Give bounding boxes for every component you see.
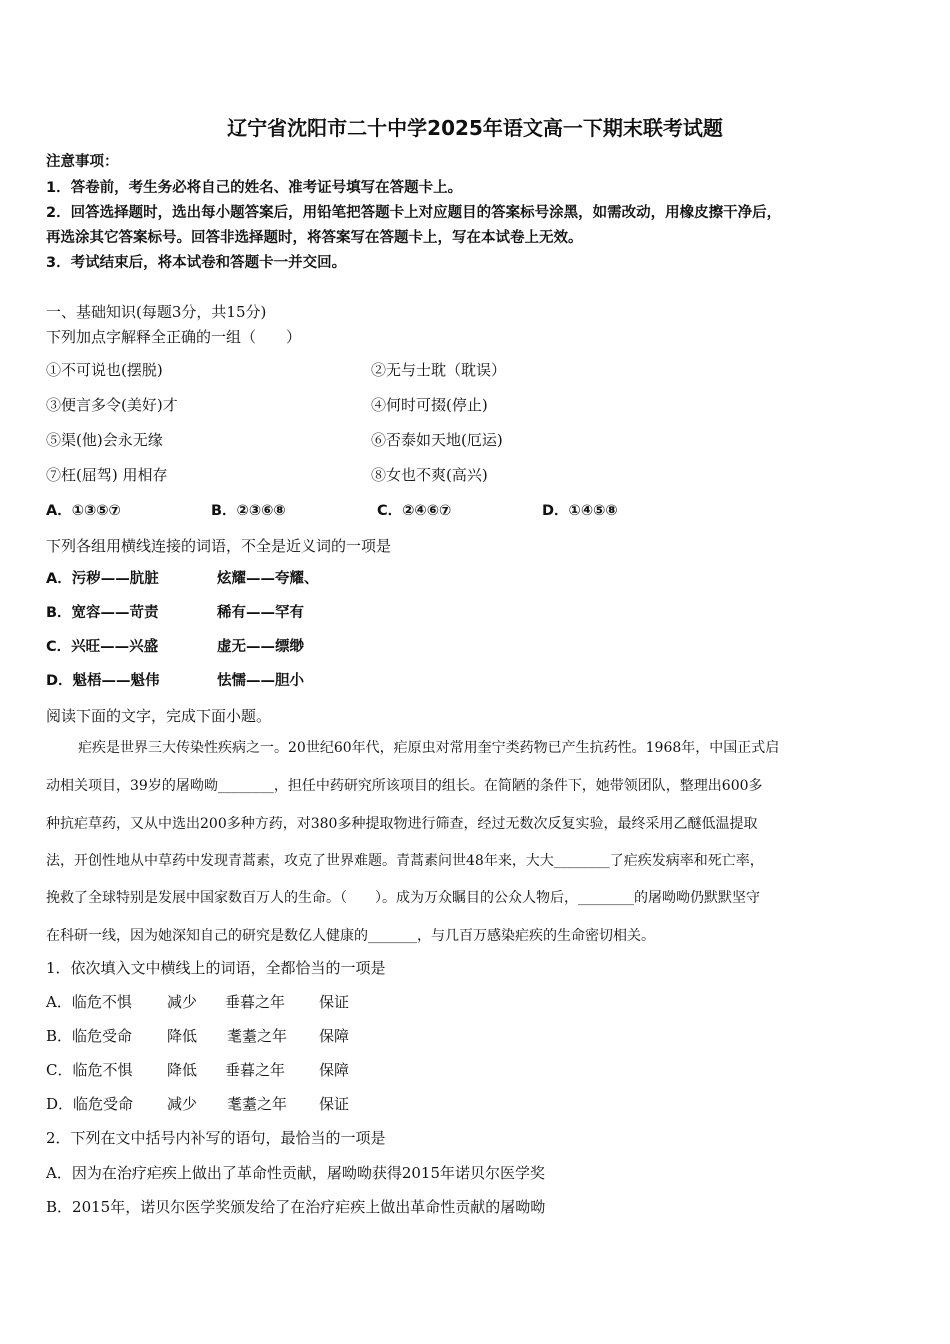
option-word: 降低 bbox=[167, 1027, 198, 1045]
notice-item: 再选涂其它答案标号。回答非选择题时，将答案写在答题卡上，写在本试卷上无效。 bbox=[46, 230, 583, 246]
option-row[interactable] bbox=[46, 569, 319, 589]
notice-item: 1．答卷前，考生务必将自己的姓名、准考证号填写在答题卡上。 bbox=[46, 180, 463, 196]
option-b[interactable]: B．②③⑥⑧ bbox=[211, 503, 286, 519]
option-word: 保障 bbox=[319, 1061, 350, 1079]
section-heading: 一、基础知识(每题3分，共15分) bbox=[46, 303, 267, 321]
option-row[interactable] bbox=[46, 637, 304, 657]
option-word: B．临危受命 bbox=[46, 1027, 133, 1045]
option-word: D．临危受命 bbox=[46, 1095, 134, 1113]
question-stem: 1．依次填入文中横线上的词语，全都恰当的一项是 bbox=[46, 959, 386, 977]
option-word: 垂暮之年 bbox=[225, 993, 286, 1011]
page-title: 辽宁省沈阳市二十中学2025年语文高一下期末联考试题 bbox=[227, 116, 723, 140]
item: ①不可说也(摆脱) bbox=[46, 361, 163, 379]
option-word: 减少 bbox=[167, 993, 198, 1011]
notice-item: 2．回答选择题时，选出每小题答案后，用铅笔把答题卡上对应题目的答案标号涂黑，如需改动，用橡皮擦干净后， bbox=[46, 205, 782, 221]
item-row bbox=[46, 395, 488, 415]
notice-item: 3．考试结束后，将本试卷和答题卡一并交回。 bbox=[46, 255, 347, 271]
option-a[interactable]: A．因为在治疗疟疾上做出了革命性贡献，屠呦呦获得2015年诺贝尔医学奖 bbox=[46, 1164, 546, 1182]
option-word: 保证 bbox=[319, 993, 350, 1011]
item: ⑦枉(屈驾) 用相存 bbox=[46, 466, 168, 484]
passage-line: 疟疾是世界三大传染性疾病之一。20世纪60年代，疟原虫对常用奎宁类药物已产生抗药性。1968年，中国正式启 bbox=[78, 740, 780, 756]
option-c[interactable]: C．②④⑥⑦ bbox=[377, 503, 452, 519]
option-word: 降低 bbox=[167, 1061, 198, 1079]
answer-options bbox=[46, 501, 618, 521]
item-row bbox=[46, 360, 507, 380]
item: ⑥否泰如天地(厄运) bbox=[371, 431, 503, 449]
option-row[interactable] bbox=[46, 1026, 349, 1046]
item: ⑧女也不爽(高兴) bbox=[371, 466, 488, 484]
option-row[interactable] bbox=[46, 671, 304, 691]
option-word: 耄耋之年 bbox=[227, 1095, 288, 1113]
option-pair-1: B．宽容——苛责 bbox=[46, 605, 159, 621]
option-a[interactable]: A．①③⑤⑦ bbox=[46, 503, 121, 519]
option-row[interactable] bbox=[46, 1094, 349, 1114]
option-word: A．临危不惧 bbox=[46, 993, 132, 1011]
option-pair-1: A．污秽——肮脏 bbox=[46, 571, 159, 587]
option-word: C．临危不惧 bbox=[46, 1061, 133, 1079]
passage-line: 在科研一线，因为她深知自己的研究是数亿人健康的_______，与几百万感染疟疾的生命密切相关。 bbox=[46, 928, 655, 944]
item: ⑤渠(他)会永无缘 bbox=[46, 431, 163, 449]
item-row bbox=[46, 465, 488, 485]
option-pair-2: 怯懦——胆小 bbox=[217, 673, 304, 689]
option-d[interactable]: D．①④⑤⑧ bbox=[542, 503, 618, 519]
item: ③便言多令(美好)才 bbox=[46, 396, 178, 414]
question-stem: 2．下列在文中括号内补写的语句，最恰当的一项是 bbox=[46, 1129, 386, 1147]
passage-line: 种抗疟草药，又从中选出200多种方药，对380多种提取物进行筛查，经过无数次反复实验，最终采用乙醚低温提取 bbox=[46, 816, 758, 832]
option-row[interactable] bbox=[46, 1060, 349, 1080]
option-pair-2: 炫耀——夸耀、 bbox=[217, 571, 319, 587]
reading-intro: 阅读下面的文字，完成下面小题。 bbox=[46, 707, 272, 725]
item-row bbox=[46, 430, 503, 450]
option-word: 垂暮之年 bbox=[225, 1061, 286, 1079]
notice-heading: 注意事项： bbox=[46, 154, 119, 170]
option-pair-1: C．兴旺——兴盛 bbox=[46, 639, 159, 655]
option-b[interactable]: B．2015年，诺贝尔医学奖颁发给了在治疗疟疾上做出革命性贡献的屠呦呦 bbox=[46, 1198, 546, 1216]
question-stem: 下列各组用横线连接的词语，不全是近义词的一项是 bbox=[46, 537, 392, 555]
option-word: 保障 bbox=[319, 1027, 350, 1045]
option-pair-2: 虚无——缥缈 bbox=[217, 639, 304, 655]
item: ②无与士耽（耽误） bbox=[371, 361, 507, 379]
option-word: 减少 bbox=[167, 1095, 198, 1113]
passage-line: 挽救了全球特别是发展中国家数百万人的生命。（ ）。成为万众瞩目的公众人物后，________的屠呦呦仍默默坚守 bbox=[46, 890, 760, 906]
option-row[interactable] bbox=[46, 603, 304, 623]
question-stem: 下列加点字解释全正确的一组（ ） bbox=[46, 328, 302, 346]
passage-line: 动相关项目，39岁的屠呦呦________，担任中药研究所该项目的组长。在简陋的条件下，她带领团队，整理出600多 bbox=[46, 778, 763, 794]
option-row[interactable] bbox=[46, 992, 349, 1012]
passage-line: 法，开创性地从中草药中发现青蒿素，攻克了世界难题。青蒿素问世48年来，大大________了疟疾发病率和死亡率， bbox=[46, 853, 764, 869]
option-word: 耄耋之年 bbox=[227, 1027, 288, 1045]
option-pair-1: D．魁梧——魁伟 bbox=[46, 673, 160, 689]
option-word: 保证 bbox=[319, 1095, 350, 1113]
option-pair-2: 稀有——罕有 bbox=[217, 605, 304, 621]
item: ④何时可掇(停止) bbox=[371, 396, 488, 414]
